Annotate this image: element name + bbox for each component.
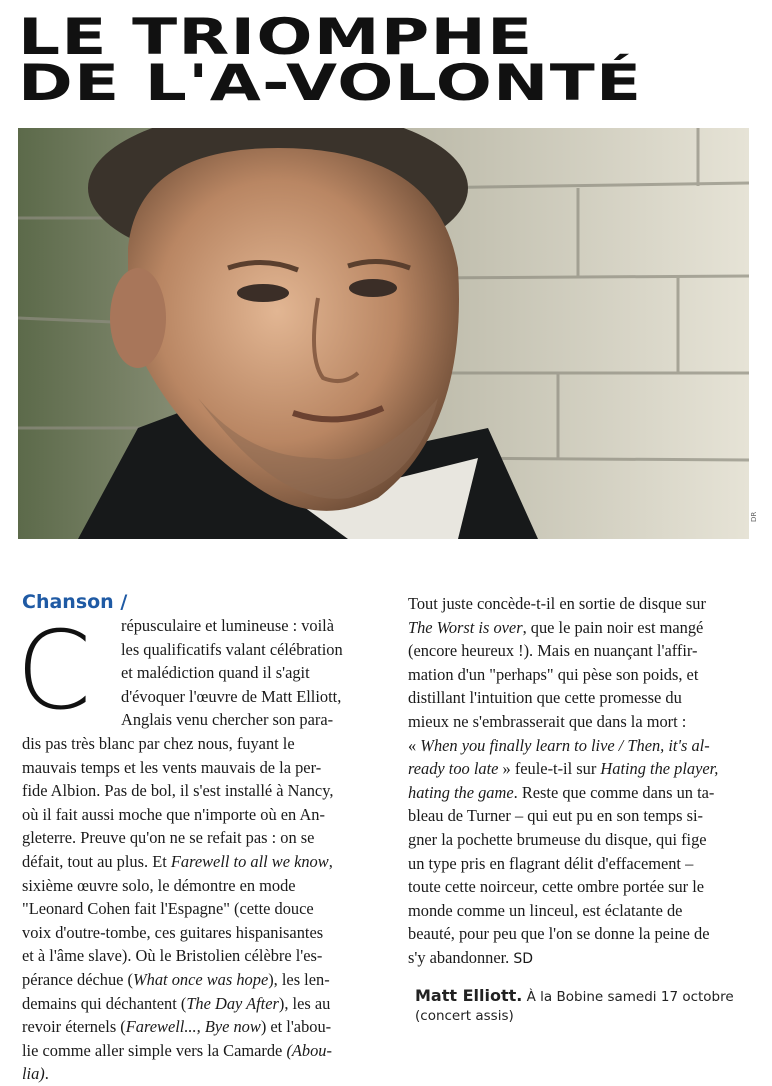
text-run: s'y abandonner.: [408, 947, 510, 967]
text-line: [408, 757, 770, 781]
song-title: Farewell..., Bye now: [125, 1017, 261, 1037]
album-title: Farewell to all we know: [170, 851, 329, 871]
text-line: [22, 1062, 382, 1086]
text-run: . Reste que comme dans un ta-: [513, 782, 715, 802]
text-run: «: [408, 735, 421, 755]
text-run: lie comme aller simple vers la Camarde: [22, 1040, 287, 1060]
text-line: sixième œuvre solo, le démontre en mode: [22, 875, 296, 895]
artist-name: Matt Elliott.: [415, 986, 523, 1005]
text-run: ), les au: [278, 993, 331, 1013]
text-run: défait, tout au plus. Et: [22, 851, 171, 871]
lyric-quote: ready too late: [408, 759, 499, 779]
song-title: What once was hope: [133, 969, 269, 989]
song-title: The Worst is over: [408, 617, 523, 637]
text-line: mation d'un "perhaps" qui pèse son poids, et: [408, 664, 699, 684]
song-title: hating the game: [408, 782, 514, 802]
section-rubric: Chanson /: [22, 591, 128, 613]
text-line: gleterre. Preuve qu'on ne se refait pas : on se: [22, 828, 315, 848]
text-run: revoir éternels (: [22, 1017, 126, 1037]
text-line: bleau de Turner – qui eut pu en son temps si-: [408, 806, 703, 826]
text-run: pérance déchue (: [22, 969, 134, 989]
text-line: [22, 1015, 382, 1039]
text-line: "Leonard Cohen fait l'Espagne" (cette douce: [22, 899, 314, 919]
text-line: mieux ne s'embrasserait que dans la mort :: [408, 711, 687, 731]
text-run: ,: [328, 851, 333, 871]
event-note: (concert assis): [415, 1008, 514, 1024]
song-title: The Day After: [186, 993, 279, 1013]
article-photo: [18, 128, 749, 539]
text-line: gner la pochette brumeuse du disque, qui fige: [408, 829, 707, 849]
article-column-2: [408, 592, 770, 972]
text-line: Tout juste concède-t-il en sortie de disque sur: [408, 594, 706, 613]
text-line: [408, 616, 770, 640]
article-title: [18, 8, 643, 112]
text-run: ), les len-: [268, 969, 330, 989]
text-line: répusculaire et lumineuse : voilà: [121, 616, 335, 635]
text-line: [22, 968, 382, 992]
song-title: (Abou-: [286, 1040, 332, 1060]
text-line: fide Albion. Pas de bol, il s'est installé à Nancy,: [22, 781, 334, 801]
text-line: voix d'outre-tombe, ces guitares hispanisantes: [22, 922, 324, 942]
text-line: [22, 1039, 382, 1063]
title-line-2: DE L'A-VOLONTÉ: [18, 54, 643, 112]
text-line: dis pas très blanc par chez nous, fuyant le: [22, 733, 295, 753]
text-line: un type pris en flagrant délit d'effacement –: [408, 853, 694, 873]
event-details: À la Bobine samedi 17 octobre: [526, 989, 734, 1005]
title-line-1: LE TRIOMPHE: [18, 8, 534, 66]
text-run: » feule-t-il sur: [498, 759, 601, 779]
text-line: mauvais temps et les vents mauvais de la per-: [22, 757, 322, 777]
author-signature: SD: [513, 950, 534, 967]
lyric-quote: When you finally learn to live / Then, it's al-: [420, 735, 710, 755]
event-info: [415, 986, 765, 1026]
text-line: [22, 992, 382, 1016]
text-run: ) et l'abou-: [260, 1017, 332, 1037]
text-line: où il fait aussi moche que n'importe où en An-: [22, 804, 325, 824]
text-line: monde comme un linceul, est éclatante de: [408, 900, 683, 920]
text-line: les qualificatifs valant célébration: [121, 639, 343, 659]
song-title: lia): [22, 1064, 45, 1084]
text-line: (encore heureux !). Mais en nuançant l'affir-: [408, 641, 698, 661]
portrait-image: [18, 128, 749, 539]
text-run: demains qui déchantent (: [22, 993, 187, 1013]
article-column-1: [22, 614, 382, 1086]
photo-credit: DR: [750, 511, 758, 522]
text-line: d'évoquer l'œuvre de Matt Elliott,: [121, 686, 342, 706]
text-line: [408, 781, 770, 805]
text-run: .: [44, 1064, 49, 1084]
text-line: [408, 734, 770, 758]
text-line: et à l'âme slave). Où le Bristolien célèbre l'es-: [22, 946, 323, 966]
drop-cap: C: [16, 609, 92, 734]
text-line: [408, 946, 770, 972]
text-run: , que le pain noir est mangé: [522, 617, 704, 637]
text-line: et malédiction quand il s'agit: [121, 663, 310, 683]
text-line: [22, 850, 382, 874]
text-line: beauté, pour peu que l'on se donne la peine de: [408, 924, 710, 944]
text-line: distillant l'intuition que cette promesse du: [408, 688, 682, 708]
text-line: toute cette noirceur, cette ombre portée sur le: [408, 877, 705, 897]
text-line: Anglais venu chercher son para-: [121, 710, 334, 730]
song-title: Hating the player,: [600, 759, 719, 779]
